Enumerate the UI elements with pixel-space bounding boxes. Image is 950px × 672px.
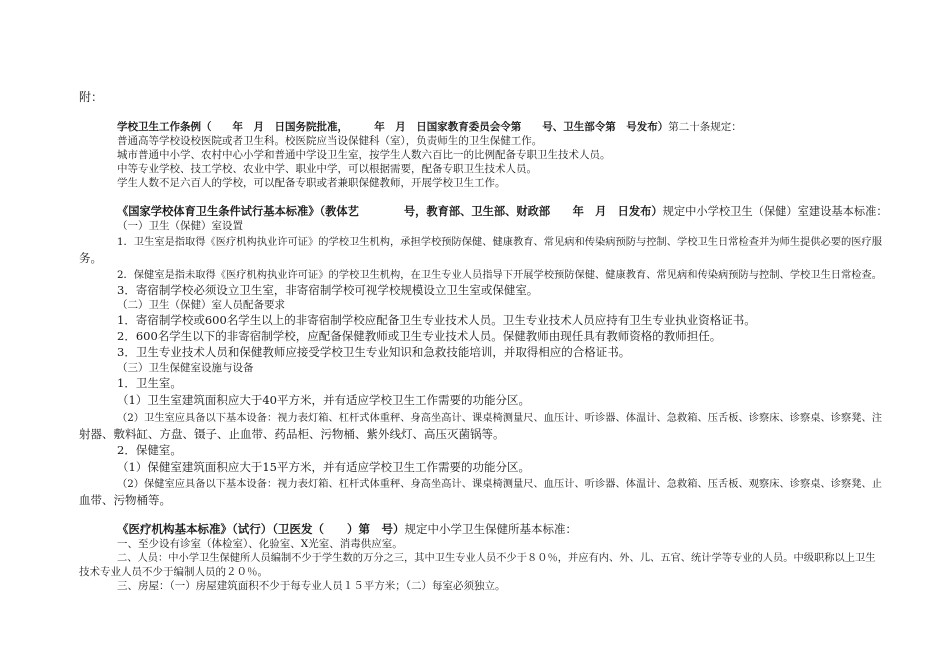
section3-title bbox=[117, 522, 577, 536]
section2-title-rest: 规定中小学校卫生（保健）室建设基本标准： bbox=[662, 205, 888, 218]
section3-title-bold: 《医疗机构基本标准》（试行）（卫医发（ ）第 号） bbox=[117, 522, 405, 536]
section2-line: （1）保健室建筑面积应大于15平方米，并有适应学校卫生工作需要的功能分区。 bbox=[117, 460, 530, 474]
section3-line: 技术专业人员不少于编制人员的２０％。 bbox=[79, 566, 268, 578]
section2-title-bold: 《国家学校体育卫生条件试行基本标准》（教体艺 号，教育部、卫生部、财政部 年 月 日发布） bbox=[117, 204, 663, 218]
section2-line: （1）卫生室建筑面积应大于40平方米，并有适应学校卫生工作需要的功能分区。 bbox=[117, 393, 530, 407]
section2-line: 2．保健室是指未取得《医疗机构执业许可证》的学校卫生机构，在卫生专业人员指导下开展学校预防保健、健康教育、常见病和传染病预防与控制、学校卫生日常检查。 bbox=[117, 269, 883, 281]
section1-line: 中等专业学校、技工学校、农业中学、职业中学，可以根据需要，配备专职卫生技术人员。 bbox=[117, 163, 537, 175]
section2-title bbox=[117, 204, 888, 219]
section3-title-rest: 规定中小学卫生保健所基本标准： bbox=[404, 522, 577, 536]
section2-heading: （一）卫生（保健）室设置 bbox=[117, 220, 243, 232]
section3-line: 一、至少设有诊室（体检室）、化验室、X光室、消毒供应室。 bbox=[117, 538, 403, 550]
section2-line: 1．卫生室是指取得《医疗机构执业许可证》的学校卫生机构，承担学校预防保健、健康教育、常见病和传染病预防与控制、学校卫生日常检查并为师生提供必要的医疗服 bbox=[117, 236, 883, 248]
section2-heading: （三）卫生保健室设施与设备 bbox=[117, 362, 254, 374]
section2-line: 务。 bbox=[79, 251, 102, 265]
section1-line: 普通高等学校设校医院或者卫生科。校医院应当设保健科（室），负责师生的卫生保健工作。 bbox=[117, 135, 543, 147]
section1-title bbox=[117, 120, 742, 134]
section2-line: 1．寄宿制学校或600名学生以上的非寄宿制学校应配备卫生专业技术人员。卫生专业技术人员应持有卫生专业执业资格证书。 bbox=[117, 313, 756, 327]
section2-line: 1．卫生室。 bbox=[117, 376, 182, 390]
section2-line: 3．卫生专业技术人员和保健教师应接受学校卫生专业知识和急救技能培训，并取得相应的合格证书。 bbox=[117, 345, 631, 359]
section1-line: 学生人数不足六百人的学校，可以配备专职或者兼职保健教师，开展学校卫生工作。 bbox=[117, 177, 506, 189]
section2-line: 2．保健室。 bbox=[117, 443, 182, 457]
section2-heading: （二）卫生（保健）室人员配备要求 bbox=[117, 299, 285, 311]
section1-line: 城市普通中小学、农村中心小学和普通中学设卫生室，按学生人数六百比一的比例配备专职卫生技术人员。 bbox=[117, 149, 611, 161]
section2-line: 射器、敷料缸、方盘、镊子、止血带、药品柜、污物桶、紫外线灯、高压灭菌锅等。 bbox=[79, 427, 505, 441]
section2-line: （2）保健室应具备以下基本设备：视力表灯箱、杠杆式体重秤、身高坐高计、课桌椅测量尺、血压计、听诊器、体温计、急救箱、压舌板、观察床、诊察桌、诊察凳、止 bbox=[117, 478, 883, 490]
section2-line: （2）卫生室应具备以下基本设备：视力表灯箱、杠杆式体重秤、身高坐高计、课桌椅测量尺、血压计、听诊器、体温计、急救箱、压舌板、诊察床、诊察桌、诊察凳、注 bbox=[117, 412, 883, 424]
appendix-label: 附： bbox=[79, 90, 104, 104]
section2-line: 3．寄宿制学校必须设立卫生室，非寄宿制学校可视学校规模设立卫生室或保健室。 bbox=[117, 283, 539, 297]
section3-line: 二、人员：中小学卫生保健所人员编制不少于学生数的万分之三，其中卫生专业人员不少于８０％，并应有内、外、儿、五官、统计学等专业的人员。中级职称以上卫生 bbox=[117, 552, 876, 564]
section2-line: 血带、污物桶等。 bbox=[79, 493, 171, 507]
section1-title-bold: 学校卫生工作条例（ 年 月 日国务院批准， 年 月 日国家教育委员会令第 号、卫生部令第 号发布） bbox=[117, 121, 669, 133]
section1-title-rest: 第二十条规定： bbox=[668, 121, 742, 133]
section2-line: 2．600名学生以下的非寄宿制学校，应配备保健教师或卫生专业技术人员。保健教师由现任具有教师资格的教师担任。 bbox=[117, 329, 722, 343]
section3-line: 三、房屋：（一）房屋建筑面积不少于每专业人员１５平方米；（二）每室必须独立。 bbox=[117, 580, 506, 592]
